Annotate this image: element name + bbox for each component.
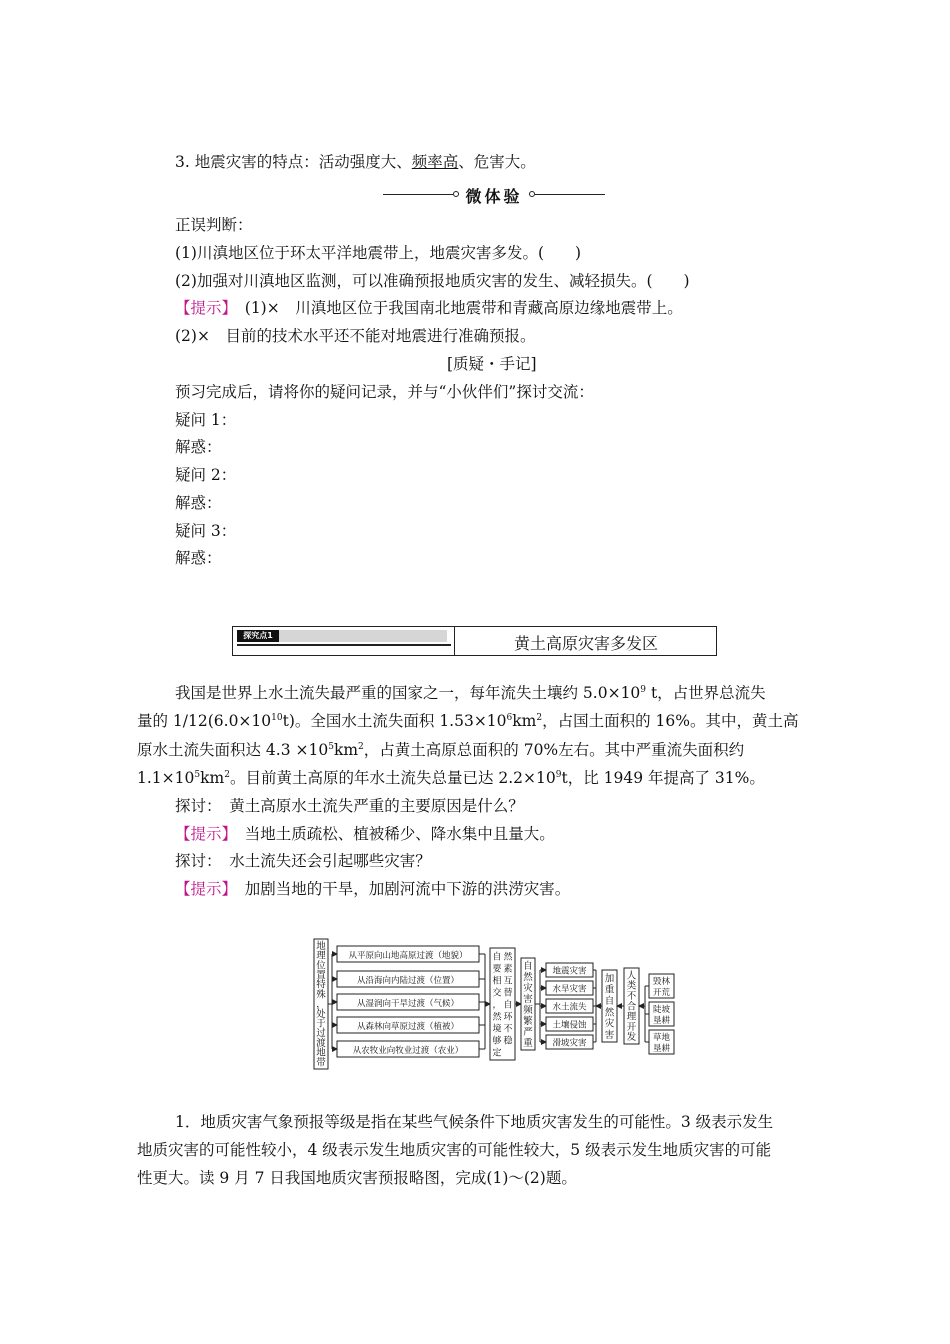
- flow-box-frequent-text: 频: [523, 1005, 533, 1017]
- flow-box-human-text: 类: [626, 980, 637, 992]
- discuss-answer-1: [175, 824, 555, 844]
- flow-box-transition-text: 从平原向山地高原过渡（地貌）: [348, 951, 468, 961]
- explore-tag: 探究点1: [237, 630, 279, 642]
- superscript: 9: [555, 770, 562, 780]
- notes-row: 疑问 3：: [175, 522, 237, 540]
- exercise-line-1: 1．地质灾害气象预报等级是指在某些气候条件下地质灾害发生的可能性。3 级表示发生: [175, 1113, 774, 1131]
- flow-box-location-text: ，: [316, 999, 326, 1011]
- flow-box-environment-text: 要: [492, 964, 502, 975]
- flow-box-environment-text: 环: [503, 1012, 513, 1023]
- superscript: 5: [328, 742, 334, 752]
- paragraph-line-3: [137, 740, 744, 760]
- discuss-label: 探讨：: [175, 852, 214, 870]
- flow-box-transition-text: 从沿海向内陆过渡（位置）: [356, 976, 460, 986]
- point-3-text-end: 、危害大。: [458, 153, 536, 171]
- notes-row: 解惑：: [175, 438, 222, 456]
- text: ，占国土面积的 16%。其中，黄土高: [542, 712, 799, 730]
- flow-box-human-text: 不: [626, 991, 637, 1003]
- discuss-label: 探讨：: [175, 797, 214, 815]
- discuss-question-text: 黄土高原水土流失严重的主要原因是什么？: [213, 797, 524, 815]
- text: 原水土流失面积达 4.3 ×10: [137, 741, 329, 759]
- judge-title: 正误判断：: [175, 216, 253, 234]
- flow-box-transition-text: 从湿润向干旱过渡（气候）: [356, 999, 460, 1009]
- text: t，占世界总流失: [646, 684, 766, 702]
- text: 我国是世界上水土流失最严重的国家之一，每年流失土壤约 5.0×10: [175, 684, 641, 702]
- flow-box-aggravate-text: 自: [604, 995, 615, 1007]
- paragraph-line-1: [175, 683, 766, 703]
- flow-box-environment-text: 稳: [503, 1036, 513, 1047]
- text: 。目前黄土高原的年水土流失总量已达 2.2×10: [229, 769, 556, 787]
- flow-box-location-text: 地: [316, 1047, 326, 1059]
- section-banner: [383, 186, 605, 206]
- flow-box-frequent-text: 严: [523, 1027, 533, 1039]
- flow-box-location-text: 渡: [316, 1037, 326, 1049]
- flow-box-location-text: 过: [316, 1028, 326, 1040]
- superscript: 2: [224, 770, 230, 780]
- paragraph-line-2: [137, 711, 799, 731]
- banner-left-line: [383, 194, 453, 195]
- flow-box-human-text: 人: [626, 970, 637, 982]
- flow-box-location-text: 处: [316, 1008, 326, 1020]
- flow-box-aggravate-text: 加: [604, 973, 615, 985]
- flow-box-aggravate-text: 害: [604, 1029, 615, 1041]
- superscript: 9: [640, 685, 647, 695]
- text: km: [512, 712, 537, 730]
- notes-row: 解惑：: [175, 494, 222, 512]
- notes-row: 解惑：: [175, 549, 222, 567]
- flow-box-cause-text: 垦耕: [652, 1044, 671, 1054]
- superscript: 2: [536, 713, 543, 723]
- superscript: 10: [271, 713, 283, 723]
- banner-left-dot: [453, 191, 459, 197]
- flow-box-environment-text: 自: [503, 1000, 513, 1011]
- flow-box-disaster-text: 地震灾害: [552, 966, 587, 977]
- text: ，占黄土高原总面积的 70%左右。其中严重流失面积约: [363, 741, 745, 759]
- notes-row: 疑问 2：: [175, 466, 237, 484]
- exercise-line-3: 性更大。读 9 月 7 日我国地质灾害预报略图，完成(1)～(2)题。: [137, 1169, 577, 1187]
- flow-box-human-text: 开: [626, 1021, 637, 1033]
- explore-header: [232, 626, 717, 656]
- flow-box-frequent-text: 繁: [523, 1016, 533, 1028]
- flow-box-location-text: 带: [316, 1057, 326, 1069]
- flow-box-environment-text: 定: [492, 1048, 502, 1059]
- text: km: [333, 741, 359, 759]
- text: 1.1×10: [137, 769, 195, 787]
- flow-box-cause-text: 开荒: [652, 988, 671, 998]
- flow-box-human-text: 理: [626, 1011, 637, 1023]
- flow-box-environment-text: 替: [503, 988, 513, 999]
- flow-box-environment-text: 互: [503, 976, 513, 987]
- flow-box-aggravate-text: 重: [604, 984, 615, 996]
- notes-row: 疑问 1：: [175, 411, 237, 429]
- text: km: [200, 769, 225, 787]
- hint-label: 【提示】: [175, 825, 230, 843]
- flow-box-environment-text: 然: [503, 952, 513, 963]
- point-3-underlined: 频率高: [411, 153, 459, 171]
- flow-box-frequent-text: 然: [523, 972, 533, 984]
- flow-box-environment-text: 相: [492, 976, 502, 987]
- flow-box-disaster-text: 水土流失: [552, 1002, 587, 1013]
- judge-question-2: (2)加强对川滇地区监测，可以准确预报地质灾害的发生、减轻损失。( ): [175, 272, 690, 290]
- flow-box-location-text: 地: [316, 940, 326, 952]
- point-3-number: 3.: [175, 153, 190, 171]
- judge-answer-2: (2)× 目前的技术水平还不能对地震进行准确预报。: [175, 327, 536, 345]
- superscript: 6: [506, 713, 513, 723]
- flow-box-location-text: 于: [316, 1018, 326, 1030]
- flow-box-environment-text: 境: [492, 1024, 502, 1035]
- flow-box-frequent-text: 害: [523, 994, 533, 1006]
- hint-label: 【提示】: [175, 880, 230, 898]
- flow-box-transition-text: 从农牧业向牧业过渡（农业）: [352, 1046, 464, 1056]
- discuss-question-text: 水土流失还会引起哪些灾害？: [213, 852, 431, 870]
- judge-question-1: (1)川滇地区位于环太平洋地震带上，地震灾害多发。( ): [175, 244, 582, 262]
- cause-flow-diagram: [313, 936, 675, 1072]
- discuss-answer-2: [175, 879, 570, 899]
- exercise-line-2: 地质灾害的可能性较小，4 级表示发生地质灾害的可能性较大，5 级表示发生地质灾害的可能: [137, 1141, 772, 1159]
- superscript: 5: [194, 770, 201, 780]
- flow-box-environment-text: 然: [492, 1012, 502, 1023]
- flow-box-cause-text: 垦耕: [652, 1016, 671, 1026]
- flow-box-human-text: 发: [626, 1032, 637, 1044]
- discuss-question-1: [175, 796, 524, 816]
- flow-box-environment-text: 不: [503, 1024, 513, 1035]
- flow-box-location-text: 位: [316, 960, 326, 972]
- flow-box-location-text: 特: [316, 979, 326, 991]
- flow-box-human-text: 合: [626, 1001, 637, 1013]
- judge-answer-1-text: (1)× 川滇地区位于我国南北地震带和青藏高原边缘地震带上。: [229, 299, 683, 317]
- flow-box-environment-text: 素: [503, 964, 513, 975]
- discuss-answer-text: 当地土质疏松、植被稀少、降水集中且量大。: [229, 825, 555, 843]
- flow-box-environment-text: 自: [492, 952, 502, 963]
- point-3: [175, 152, 536, 172]
- explore-title: 黄土高原灾害多发区: [513, 634, 658, 653]
- flow-box-frequent-text: 灾: [523, 983, 533, 995]
- flow-box-aggravate-text: 然: [604, 1007, 615, 1019]
- flow-box-disaster-text: 水旱灾害: [552, 984, 587, 995]
- flow-box-disaster-text: 土壤侵蚀: [552, 1020, 587, 1031]
- discuss-question-2: [175, 851, 431, 871]
- notes-instruction: 预习完成后，请将你的疑问记录，并与“小伙伴们”探讨交流：: [175, 383, 594, 401]
- banner-title: 微体验: [465, 187, 523, 206]
- flow-box-cause-text: 毁林: [652, 977, 671, 987]
- judge-answer-1: [175, 298, 683, 318]
- flow-box-frequent-text: 自: [523, 961, 533, 973]
- flow-box-environment-text: 够: [492, 1036, 502, 1047]
- flow-box-frequent-text: 重: [523, 1038, 533, 1050]
- flow-box-location-text: 理: [316, 950, 326, 962]
- notes-heading: [质疑・手记]: [447, 355, 537, 373]
- flow-box-cause-text: 草地: [652, 1033, 671, 1043]
- flow-box-cause-text: 陡坡: [652, 1005, 671, 1015]
- flow-box-location-text: 置: [316, 970, 326, 982]
- hint-label: 【提示】: [175, 299, 230, 317]
- flow-box-disaster-text: 滑坡灾害: [552, 1038, 587, 1049]
- flow-box-environment-text: 交: [492, 988, 502, 999]
- discuss-answer-text: 加剧当地的干旱，加剧河流中下游的洪涝灾害。: [229, 880, 571, 898]
- point-3-text: 地震灾害的特点：活动强度大、: [194, 153, 412, 171]
- banner-right-line: [535, 194, 605, 195]
- flow-box-aggravate-text: 灾: [604, 1018, 615, 1030]
- text: 量的 1/12(6.0×10: [137, 712, 272, 730]
- text: t)。全国水土流失面积 1.53×10: [282, 712, 507, 730]
- superscript: 2: [358, 742, 364, 752]
- explore-underline: [237, 644, 451, 646]
- paragraph-line-4: [137, 768, 765, 788]
- text: t，比 1949 年提高了 31%。: [561, 769, 765, 787]
- explore-tag-bar: [279, 630, 447, 642]
- flow-diagram-svg: [313, 936, 675, 1072]
- flow-box-transition-text: 从森林向草原过渡（植被）: [356, 1022, 460, 1032]
- flow-box-environment-text: ，: [492, 1000, 502, 1011]
- flow-box-location-text: 殊: [316, 989, 326, 1001]
